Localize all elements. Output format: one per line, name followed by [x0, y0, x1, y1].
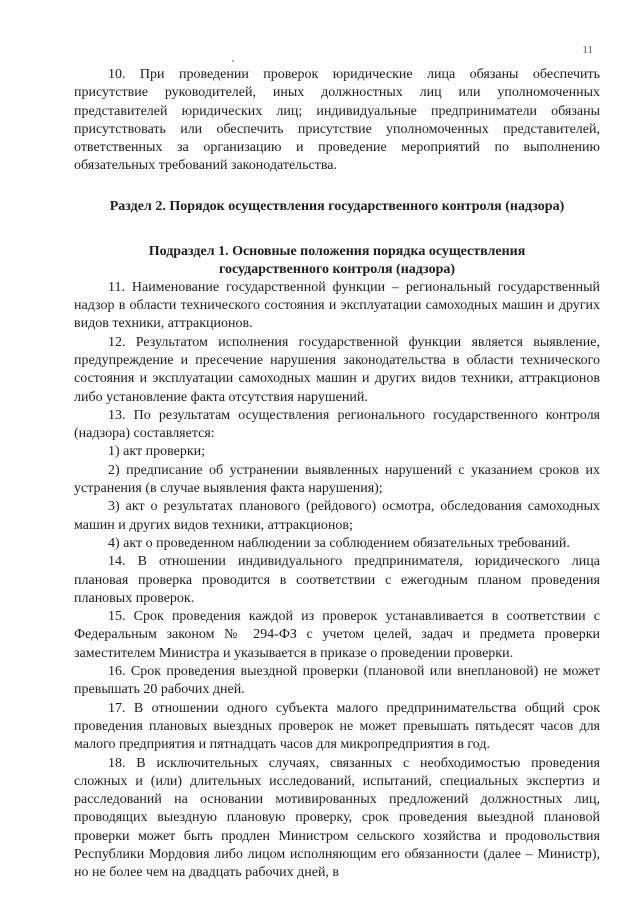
paragraph-16: 16. Срок проведения выездной проверки (плановой или внеплановой) не может превышать 20 рабочих дней. — [74, 664, 600, 698]
paragraph-15: 15. Срок проведения каждой из проверок устанавливается в соответствии с Федеральным законом № 294-ФЗ с учетом целей, задач и предмета проверки заместителем Министра и указывается в приказе о проведении проверки. — [74, 609, 600, 661]
list-item-1: 1) акт проверки; — [108, 444, 206, 460]
page-number: 11 — [582, 44, 593, 56]
list-item-4: 4) акт о проведенном наблюдении за соблюдением обязательных требований. — [108, 535, 570, 551]
paragraph-18: 18. В исключительных случаях, связанных с необходимостью проведения сложных и (или) длительных исследований, испытаний, специальных экспертиз и расследований на основании мотивированных предложений должностных лиц, проводящих выездную плановую проверку, срок проведения выездной плановой проверки может быть продлен Министром сельского хозяйства и продовольствия Республики Мордовия либо лицом исполняющим его обязанности (далее – Министр), но не более чем на двадцать рабочих дней, в — [74, 755, 600, 881]
list-item-3: 3) акт о результатах планового (рейдового) осмотра, обследования самоходных машин и других видов техники, аттракционов; — [74, 499, 600, 533]
paragraph-10: 10. При проведении проверок юридические лица обязаны обеспечить присутствие руководителей, иных должностных лиц или уполномоченных представителей юридических лиц; индивидуальные предприниматели обязаны присутствовать или обеспечить присутствие уполномоченных представителей, ответственных за организацию и проведение мероприятий по выполнению обязательных требований законодательства. — [74, 67, 600, 174]
paragraph-13: 13. По результатам осуществления регионального государственного контроля (надзора) составляется: — [74, 407, 600, 442]
list-item-2: 2) предписание об устранении выявленных нарушений с указанием сроков их устранения (в случае выявления факта нарушения); — [74, 462, 600, 497]
section-title: Раздел 2. Порядок осуществления государственного контроля (надзора) — [109, 198, 565, 214]
subsection-title-line-2: государственного контроля (надзора) — [218, 261, 456, 277]
paragraph-14: 14. В отношении индивидуального предпринимателя, юридического лица плановая проверка проводится в соответствии с ежегодным планом проведения плановых проверок. — [74, 554, 600, 606]
scan-speck — [232, 60, 234, 62]
document-body — [74, 66, 600, 883]
paragraph-12: 12. Результатом исполнения государственной функции является выявление, предупреждение и пресечение нарушения законодательства в области технического состояния и эксплуатации самоходных машин и других видов техники, аттракционов либо установление факта отсутствия нарушений. — [74, 334, 600, 405]
subsection-title-line-1: Подраздел 1. Основные положения порядка осуществления — [148, 243, 526, 259]
paragraph-11: 11. Наименование государственной функции – региональный государственный надзор в области технического состояния и эксплуатации самоходных машин и других видов техники, аттракционов. — [74, 279, 600, 332]
paragraph-17: 17. В отношении одного субъекта малого предпринимательства общий срок проведения плановых выездных проверок не может превышать пятьдесят часов для малого предприятия и пятнадцать часов для микропредприятия в год. — [74, 700, 600, 753]
